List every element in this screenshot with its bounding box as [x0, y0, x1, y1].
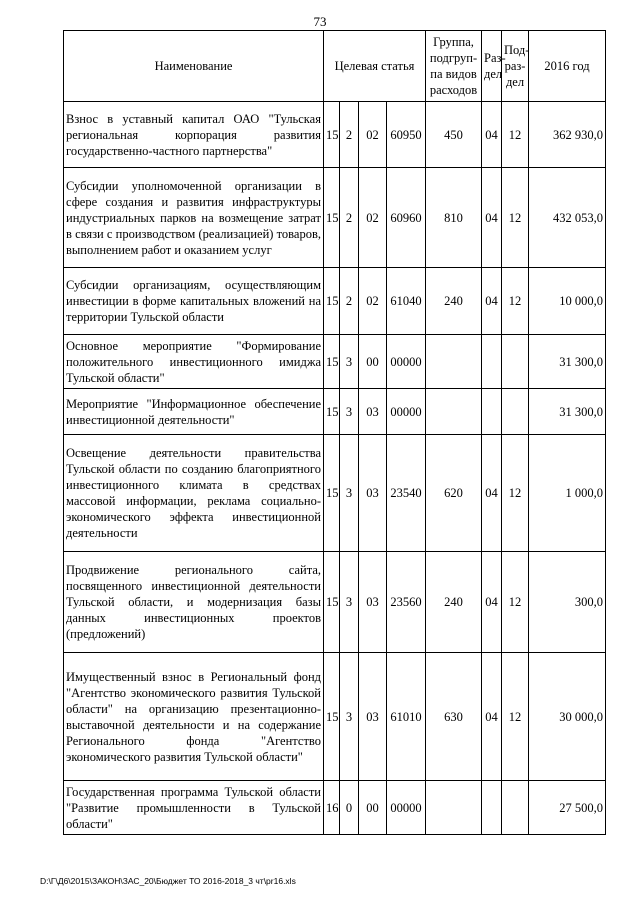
row-amount: 10 000,0 — [529, 268, 606, 335]
row-amount: 1 000,0 — [529, 435, 606, 552]
row-name: Мероприятие "Информационное обеспечение инвестиционной деятельности" — [64, 389, 324, 435]
row-section: 04 — [482, 435, 502, 552]
row-group: 810 — [426, 168, 482, 268]
row-subsection — [502, 389, 529, 435]
row-group — [426, 389, 482, 435]
row-program: 15 — [324, 389, 340, 435]
row-subprogram: 2 — [340, 168, 359, 268]
row-subprogram: 3 — [340, 389, 359, 435]
row-section: 04 — [482, 268, 502, 335]
table-row — [64, 268, 606, 335]
row-section — [482, 389, 502, 435]
footer-file-path: D:\Г\Д6\2015\ЗАКОН\ЗАС_20\Бюджет ТО 2016-2018_3 чт\pr16.xls — [40, 876, 296, 886]
row-section: 04 — [482, 552, 502, 653]
header-year: 2016 год — [529, 31, 606, 102]
row-event: 03 — [359, 552, 387, 653]
row-program: 15 — [324, 268, 340, 335]
row-subsection — [502, 781, 529, 835]
row-program: 15 — [324, 335, 340, 389]
row-program: 15 — [324, 435, 340, 552]
row-amount: 432 053,0 — [529, 168, 606, 268]
row-direction: 60960 — [387, 168, 426, 268]
row-amount: 31 300,0 — [529, 389, 606, 435]
row-group: 620 — [426, 435, 482, 552]
row-event: 02 — [359, 102, 387, 168]
row-group: 240 — [426, 268, 482, 335]
row-subprogram: 2 — [340, 268, 359, 335]
row-name: Государственная программа Тульской области "Развитие промышленности в Тульской области" — [64, 781, 324, 835]
row-section: 04 — [482, 168, 502, 268]
row-program: 15 — [324, 102, 340, 168]
row-subprogram: 0 — [340, 781, 359, 835]
row-section — [482, 781, 502, 835]
row-subsection: 12 — [502, 653, 529, 781]
row-group: 240 — [426, 552, 482, 653]
row-direction: 00000 — [387, 335, 426, 389]
page-number: 73 — [313, 14, 327, 29]
row-subprogram: 3 — [340, 653, 359, 781]
row-subprogram: 3 — [340, 435, 359, 552]
row-direction: 61010 — [387, 653, 426, 781]
row-section — [482, 335, 502, 389]
row-name: Субсидии уполномоченной организации в сфере создания и развития инфраструктуры индустриальных парков на возмещение затрат в связи с производством (реализацией) товаров, выполнением работ и оказанием услуг — [64, 168, 324, 268]
table-row — [64, 781, 606, 835]
row-amount: 27 500,0 — [529, 781, 606, 835]
row-group: 630 — [426, 653, 482, 781]
table-row — [64, 102, 606, 168]
row-name: Взнос в уставный капитал ОАО "Тульская региональная корпорация развития государственно-частного партнерства" — [64, 102, 324, 168]
row-direction: 60950 — [387, 102, 426, 168]
row-subsection: 12 — [502, 552, 529, 653]
table-row — [64, 168, 606, 268]
table-row — [64, 653, 606, 781]
header-row — [64, 31, 606, 102]
row-subprogram: 3 — [340, 335, 359, 389]
row-program: 15 — [324, 653, 340, 781]
row-direction: 23540 — [387, 435, 426, 552]
row-name: Освещение деятельности правительства Тульской области по созданию благоприятного инвестиционного климата в средствах массовой информации, реклама социально-экономического эффекта инвестиционной деятельности — [64, 435, 324, 552]
row-subprogram: 2 — [340, 102, 359, 168]
row-name: Продвижение регионального сайта, посвященного инвестиционной деятельности Тульской области, и модернизация базы данных инвестиционных проектов (предложений) — [64, 552, 324, 653]
table-row — [64, 389, 606, 435]
row-program: 15 — [324, 552, 340, 653]
row-subsection: 12 — [502, 268, 529, 335]
row-event: 03 — [359, 389, 387, 435]
row-event: 02 — [359, 168, 387, 268]
row-subsection — [502, 335, 529, 389]
row-direction: 61040 — [387, 268, 426, 335]
row-amount: 30 000,0 — [529, 653, 606, 781]
row-subsection: 12 — [502, 435, 529, 552]
header-name: Наименование — [64, 31, 324, 102]
budget-table — [63, 30, 606, 835]
row-section: 04 — [482, 102, 502, 168]
row-direction: 00000 — [387, 781, 426, 835]
row-amount: 300,0 — [529, 552, 606, 653]
row-name: Имущественный взнос в Региональный фонд "Агентство экономического развития Тульской области" на организацию презентационно-выставочной деятельности и на содержание Регионального фонда "Агентство экономического развития Тульской области" — [64, 653, 324, 781]
row-event: 03 — [359, 435, 387, 552]
row-program: 15 — [324, 168, 340, 268]
row-amount: 31 300,0 — [529, 335, 606, 389]
row-event: 00 — [359, 335, 387, 389]
header-group: Группа, подгруп-па видов расходов — [426, 31, 482, 102]
table-row — [64, 335, 606, 389]
row-name: Субсидии организациям, осуществляющим инвестиции в форме капитальных вложений на территории Тульской области — [64, 268, 324, 335]
row-name: Основное мероприятие "Формирование положительного инвестиционного имиджа Тульской области" — [64, 335, 324, 389]
row-event: 00 — [359, 781, 387, 835]
row-subsection: 12 — [502, 168, 529, 268]
row-subprogram: 3 — [340, 552, 359, 653]
row-group — [426, 335, 482, 389]
row-subsection: 12 — [502, 102, 529, 168]
row-event: 03 — [359, 653, 387, 781]
row-section: 04 — [482, 653, 502, 781]
row-event: 02 — [359, 268, 387, 335]
table-row — [64, 435, 606, 552]
row-group — [426, 781, 482, 835]
table-row — [64, 552, 606, 653]
header-section: Раз-дел — [482, 31, 502, 102]
row-program: 16 — [324, 781, 340, 835]
header-subsection: Под-раз-дел — [502, 31, 529, 102]
header-target-article: Целевая статья — [324, 31, 426, 102]
row-group: 450 — [426, 102, 482, 168]
row-amount: 362 930,0 — [529, 102, 606, 168]
row-direction: 00000 — [387, 389, 426, 435]
row-direction: 23560 — [387, 552, 426, 653]
